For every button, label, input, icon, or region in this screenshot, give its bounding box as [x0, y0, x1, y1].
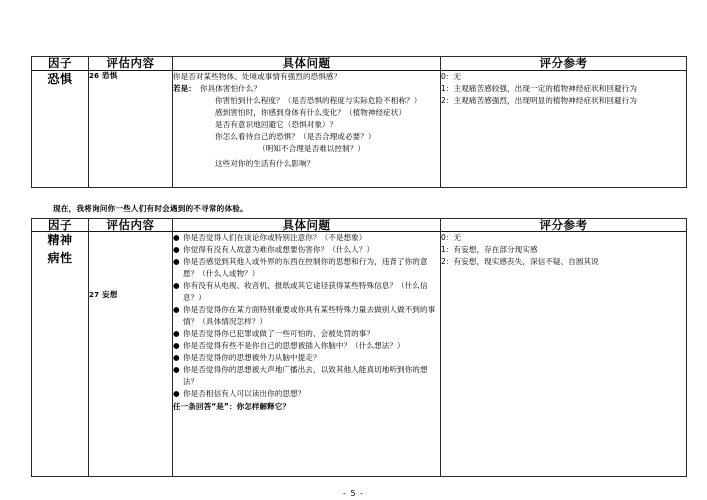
item-label: 恐惧	[102, 70, 118, 80]
score-level-1: 1：主观痛苦感较强，出现一定的植物神经症状和回避行为	[441, 83, 637, 93]
closing-instruction: 任一条回答“是”：你怎样解释它？	[173, 402, 291, 412]
list-item	[173, 232, 440, 244]
question-text: 你是否感觉到其他人或外界的东西在控制你的思想和行为，违背了你的意愿？（什么人或物？）	[183, 257, 428, 279]
table-header-row	[32, 218, 687, 232]
item-number: 26	[89, 71, 100, 80]
question-text: 你觉得有没有人故意为难你或想要伤害你？（什么人？）	[183, 245, 375, 255]
bullet-icon: ●	[173, 341, 180, 351]
list-item	[173, 352, 440, 364]
content-cell-fear	[89, 70, 173, 187]
column-header-score: 评分参考	[441, 218, 687, 232]
bullet-icon: ●	[173, 353, 180, 363]
question-text: 你是否觉得你在某方面特别重要或你具有某些特殊力量去做别人做不到的事情？（具体情况怎样？）	[183, 305, 436, 327]
transition-note: 现在，我将询问你一些人们有时会遇到的不寻常的体验。	[53, 203, 248, 213]
question-sub-2: 你害怕到什么程度？（是否恐惧的程度与实际危险不相称？）	[215, 95, 422, 105]
question-text: 你是否觉得你的思想被外力从脑中提走？	[183, 353, 321, 363]
list-item	[173, 244, 440, 256]
assessment-table-psychotic	[31, 218, 687, 478]
items-cell-fear	[173, 70, 441, 187]
score-cell-delusion	[441, 232, 687, 477]
item-label: 妄想	[102, 290, 118, 300]
score-level-2: 2：有妄想，现实感丧失，深信不疑、自圆其说	[441, 257, 599, 267]
score-level-1: 1：有妄想，存在部分现实感	[441, 245, 538, 255]
question-text: 你有没有从电视、收音机、报纸或其它途径获得某些特殊信息？（什么信息？）	[183, 281, 428, 303]
table-header-row	[32, 57, 687, 71]
question-sub-1: 你具体害怕什么？	[199, 83, 262, 93]
factor-cell-fear: 恐惧	[32, 70, 89, 187]
list-item	[173, 364, 440, 388]
question-sub-5: 你怎么看待自己的恐惧？（是否合理或必要？）	[215, 131, 376, 141]
question-main: 你是否对某些物体、处境或事情有强烈的恐惧感？	[173, 71, 342, 81]
column-header-score: 评分参考	[441, 57, 687, 71]
bullet-icon: ●	[173, 257, 180, 267]
question-text: 你是否觉得你的思想被大声地广播出去，以致其他人能真切地听到你的想法？	[183, 365, 428, 387]
list-item	[173, 304, 440, 328]
list-item	[173, 328, 440, 340]
score-level-2: 2：主观痛苦感强烈，出现明显的植物神经症状和回避行为	[441, 95, 637, 105]
bullet-icon: ●	[173, 389, 180, 399]
item-number: 27	[89, 291, 100, 300]
column-header-factor: 因子	[32, 57, 89, 71]
column-header-content: 评估内容	[89, 218, 173, 232]
bullet-icon: ●	[173, 245, 180, 255]
factor-line-2: 病性	[47, 250, 73, 265]
question-sub-4: 是否有意识地回避它（恐惧对象）？	[215, 119, 338, 129]
question-sub-3: 感到害怕时，你感到身体有什么变化？（植物神经症状）	[215, 107, 407, 117]
assessment-table-fear	[31, 56, 687, 188]
table-row	[32, 232, 687, 477]
content-cell-delusion	[89, 232, 173, 477]
factor-cell-psychotic	[32, 232, 89, 477]
items-cell-delusion	[173, 232, 441, 477]
question-text: 你是否觉得你已犯罪或做了一些可怕的、会被处罚的事？	[183, 329, 375, 339]
score-cell-fear	[441, 70, 687, 187]
column-header-factor: 因子	[32, 218, 89, 232]
if-yes-label: 若是：	[173, 83, 196, 93]
question-sub-5b: （明知不合理是否难以控制？）	[258, 143, 366, 153]
bullet-icon: ●	[173, 281, 180, 291]
bullet-icon: ●	[173, 233, 180, 243]
question-sub-6: 这些对你的生活有什么影响？	[215, 158, 315, 168]
question-text: 你是否相信有人可以读出你的思想？	[183, 389, 306, 399]
bullet-icon: ●	[173, 365, 180, 375]
list-item	[173, 256, 440, 280]
bullet-icon: ●	[173, 329, 180, 339]
table-row	[32, 70, 687, 187]
column-header-items: 具体问题	[173, 57, 441, 71]
bullet-icon: ●	[173, 305, 180, 315]
score-level-0: 0：无	[441, 71, 462, 81]
page-number: - 5 -	[343, 489, 364, 499]
factor-line-1: 精神	[47, 233, 73, 248]
list-item	[173, 340, 440, 352]
column-header-content: 评估内容	[89, 57, 173, 71]
column-header-items: 具体问题	[173, 218, 441, 232]
question-text: 你是否觉得有些不是你自己的思想被插入你脑中？（什么想法？）	[183, 341, 405, 351]
question-if-yes-group	[173, 83, 440, 95]
question-text: 你是否觉得人们在谈论你或特别注意你？（不是想象）	[183, 233, 367, 243]
list-item	[173, 280, 440, 304]
list-item	[173, 388, 440, 400]
score-level-0: 0：无	[441, 233, 462, 243]
